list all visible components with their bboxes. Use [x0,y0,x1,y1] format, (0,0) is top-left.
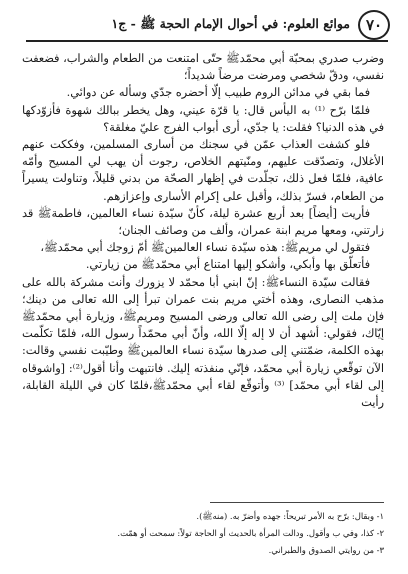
footnote: ١- وبقال: برّح به الأمر تبريحاً: جهده وأضرّ به. (منهﷺ). [196,511,384,521]
running-title: موائع العلوم: في أحوال الإمام الحجة ﷺ - ج١ [111,15,350,31]
page-number: ٧٠ [358,10,390,40]
footnote: ٢- كذا، وفي ب وأقول. ودالت المرأة بالحديث أو الحاجة تولاً: سمحت أو همّت. [117,528,384,538]
paragraph: فما بقي في مدائن الروم طبيب إلّا أحضره جدّي وسأله عن دوائي. [66,86,370,100]
page-header [24,10,390,40]
paragraph: فلمّا برّح ⁽¹⁾ به اليأس قال: يا قرّة عيني، وهل يخطر ببالك شهوة فأزوّدكها في هذه الدنيا؟ فقلت: يا جدّي، أرى أبواب الفرج عليّ مغلقة؟ [22,103,384,134]
paragraph: فتقول لي مريمﷺ: هذه سيّدة نساء العالمينﷺ أمّ زوجك أبي محمّدﷺ، [40,241,370,255]
paragraph: فلو كشفت العذاب عمّن في سجنك من أسارى المسلمين، وفككت عنهم الأغلال، وتصدّقت عليهم، ومنّيتهم الخلاص، رجوت أن يهب لي المسيح وأمّه عافية، فلمّا فعل ذلك، تجلّدت في إظهار الصحّة من بدني قليلاً، وتناولت يسيراً من الطعام، فسرّ بذلك، وأقبل على إكرام الأسارى وإعزازهم. [22,138,384,203]
paragraph: فقالت سيّدة النساءﷺ: إنّ ابني أبا محمّد لا يزورك وأنت مشركة بالله على مذهب النصارى، وهذه أختي مريم بنت عمران تبرأ إلى الله تعالى من دينك؛ فإن ملت إلى رضى الله تعالى ورضى المسيح ومريمﷺ، وزيارة أبي محمّدﷺ إيّاك، فقولي: أشهد أن لا إله إلّا الله، وأنّ أبي محمّداً رسول الله، فلمّا تكلّمت بهذه الكلمة، ضمّتني إلى صدرها سيّدة نساء العالمينﷺ وطيّبت نفسي وقالت: الآن توقّعي زيارة أبي محمّد، فإنّي منفذته إليك. فانتبهت وأنا أقول⁽²⁾: [واشوقاه إلى لقاء أبي محمّد] ⁽³⁾ وأتوقّع لقاء أبي محمّدﷺ،فلمّا كان في الليلة القابلة، رأيت [22,275,384,410]
footnote-divider [210,502,384,503]
paragraph: فأريت [أيضاً] بعد أربع عشرة ليلة، كأنّ سيّدة نساء العالمين، فاطمةﷺ قد زارتني، ومعها مريم ابنة عمران، وألف من وصائف الجنان؛ [22,206,384,238]
paragraph: فأتعلّق بها وأبكي، وأشكو إليها امتناع أبي محمّدﷺ من زيارتي. [85,258,370,272]
body-text [22,50,384,411]
paragraph: وضرب صدري بمحبّة أبي محمّدﷺ حتّى امتنعت من الطعام والشراب، فضعفت نفسي، ودقّ شخصي ومرضت مرضاً شديداً؛ [22,52,384,83]
footnote: ٣- من روايتي الصدوق والطبراني. [268,545,384,555]
footnotes [22,508,384,559]
header-divider [26,40,388,42]
